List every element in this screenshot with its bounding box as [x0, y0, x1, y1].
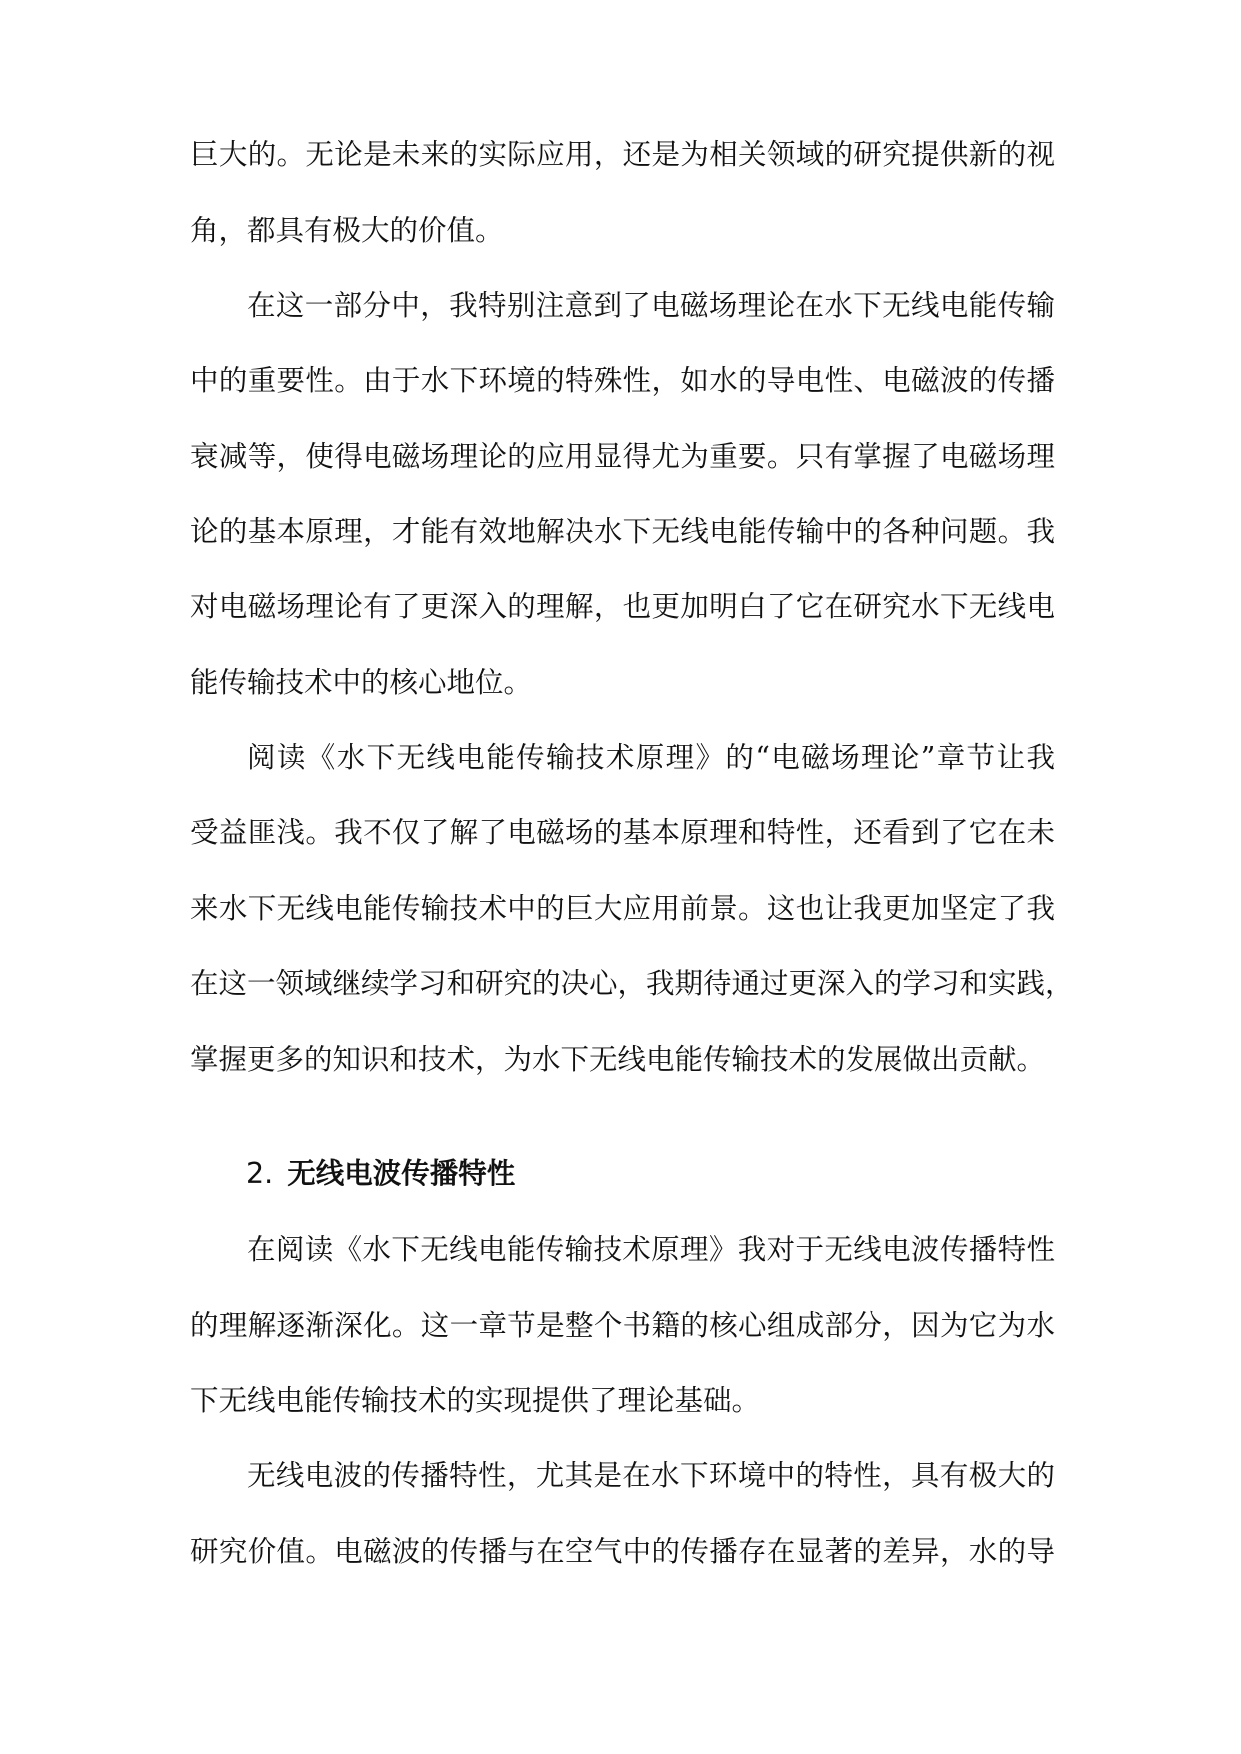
paragraph-line: 衰减等，使得电磁场理论的应用显得尤为重要。只有掌握了电磁场理	[190, 440, 1055, 473]
paragraph-line: 阅读《水下无线电能传输技术原理》的“电磁场理论”章节让我	[247, 741, 1055, 774]
paragraph-line: 研究价值。电磁波的传播与在空气中的传播存在显著的差异，水的导	[190, 1535, 1055, 1568]
paragraph-line: 对电磁场理论有了更深入的理解，也更加明白了它在研究水下无线电	[190, 590, 1055, 623]
paragraph-line: 的理解逐渐深化。这一章节是整个书籍的核心组成部分，因为它为水	[190, 1309, 1055, 1342]
paragraph-line: 下无线电能传输技术的实现提供了理论基础。	[190, 1384, 761, 1417]
paragraph-line: 能传输技术中的核心地位。	[190, 666, 533, 699]
paragraph-line: 中的重要性。由于水下环境的特殊性，如水的导电性、电磁波的传播	[190, 364, 1055, 397]
section-title: 无线电波传播特性	[287, 1157, 516, 1190]
paragraph-line: 受益匪浅。我不仅了解了电磁场的基本原理和特性，还看到了它在未	[190, 816, 1055, 849]
paragraph-line: 在阅读《水下无线电能传输技术原理》我对于无线电波传播特性	[247, 1233, 1055, 1266]
paragraph-line: 掌握更多的知识和技术，为水下无线电能传输技术的发展做出贡献。	[190, 1043, 1046, 1076]
paragraph-line: 论的基本原理，才能有效地解决水下无线电能传输中的各种问题。我	[190, 515, 1055, 548]
paragraph-line: 角，都具有极大的价值。	[190, 214, 504, 247]
section-number: 2.	[246, 1157, 274, 1190]
section-heading	[246, 1154, 515, 1194]
paragraph-line: 来水下无线电能传输技术中的巨大应用前景。这也让我更加坚定了我	[190, 892, 1055, 925]
paragraph-line: 巨大的。无论是未来的实际应用，还是为相关领域的研究提供新的视	[190, 138, 1055, 171]
paragraph-line: 在这一领域继续学习和研究的决心，我期待通过更深入的学习和实践，	[190, 967, 1074, 1000]
paragraph-line: 无线电波的传播特性，尤其是在水下环境中的特性，具有极大的	[247, 1459, 1055, 1492]
paragraph-line: 在这一部分中，我特别注意到了电磁场理论在水下无线电能传输	[247, 289, 1055, 322]
